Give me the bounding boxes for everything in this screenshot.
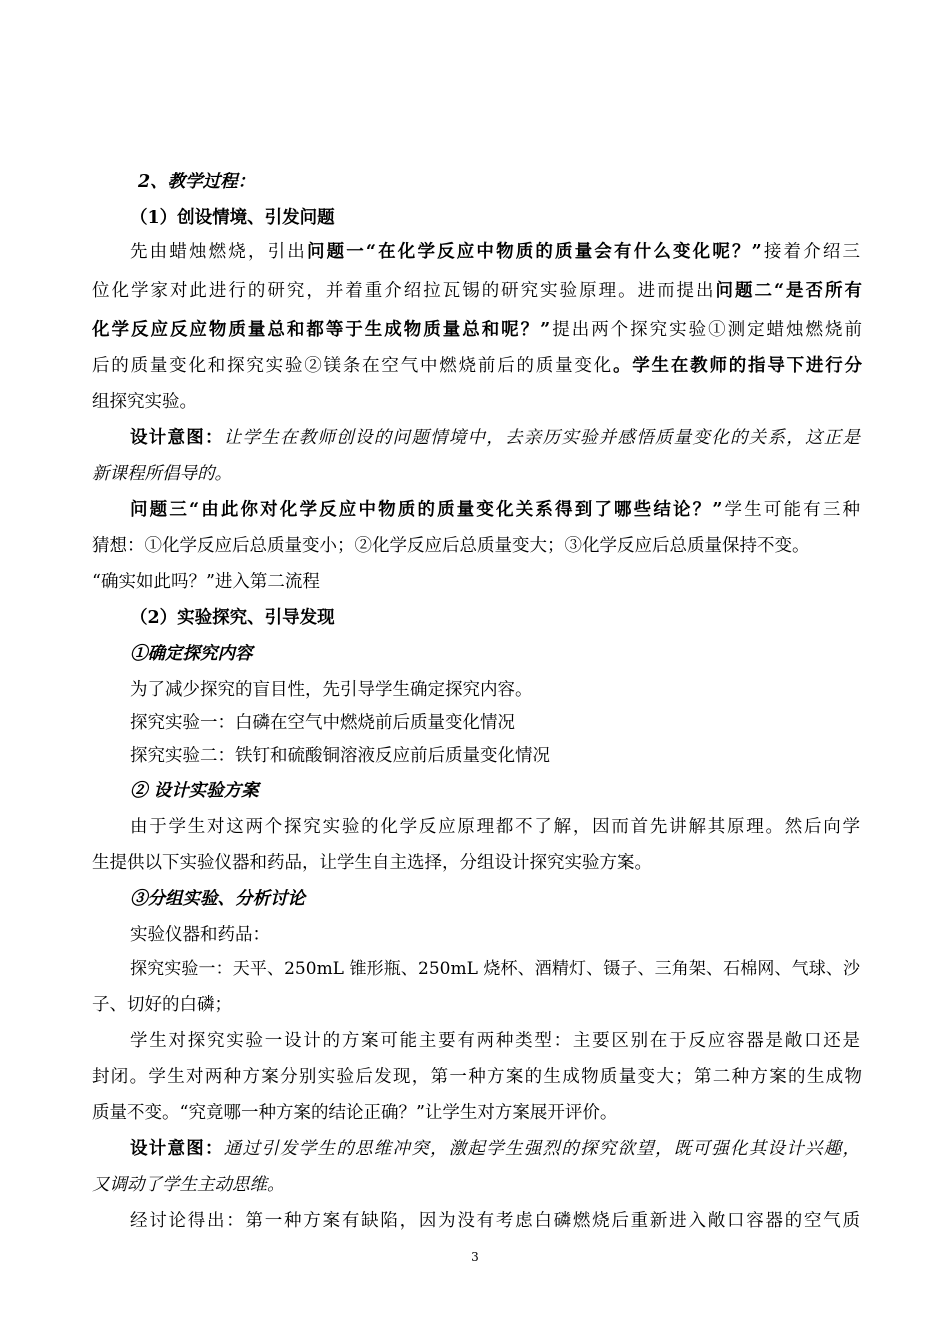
design-intent-line xyxy=(130,426,860,450)
design-intent-label: 设计意图： xyxy=(130,1139,224,1159)
text-run: 提出两个探究实验①测定蜡烛燃烧前 xyxy=(550,320,862,340)
design-intent-line: 新课程所倡导的。 xyxy=(92,464,232,484)
paragraph-line: 质量不变。“究竟哪一种方案的结论正确？”让学生对方案展开评价。 xyxy=(92,1103,618,1123)
question-text: 问题一“在化学反应中物质的质量会有什么变化呢？” xyxy=(306,242,762,262)
paragraph-line: 组探究实验。 xyxy=(92,392,197,412)
page-number: 3 xyxy=(471,1250,479,1264)
paragraph-line: 由于学生对这两个探究实验的化学反应原理都不了解，因而首先讲解其原理。然后向学 xyxy=(130,817,860,837)
paragraph-line xyxy=(92,279,862,303)
design-intent-line: 又调动了学生主动思维。 xyxy=(92,1175,285,1195)
question-text: 问题三“由此你对化学反应中物质的质量变化关系得到了哪些结论？” xyxy=(130,500,723,520)
design-intent-label: 设计意图： xyxy=(130,428,224,448)
experiment-item: 探究实验一：白磷在空气中燃烧前后质量变化情况 xyxy=(130,713,515,733)
step-heading: ③分组实验、分析讨论 xyxy=(130,889,305,909)
paragraph-line: “确实如此吗？”进入第二流程 xyxy=(92,572,320,592)
step-heading: ② 设计实验方案 xyxy=(130,781,259,801)
subsection-heading: （1）创设情境、引发问题 xyxy=(130,208,335,228)
paragraph-line: 经讨论得出：第一种方案有缺陷，因为没有考虑白磷燃烧后重新进入敞口容器的空气质 xyxy=(130,1211,860,1231)
paragraph-line: 猜想：①化学反应后总质量变小；②化学反应后总质量变大；③化学反应后总质量保持不变。 xyxy=(92,536,810,556)
section-title: 2、教学过程： xyxy=(138,172,256,192)
paragraph-line: 实验仪器和药品： xyxy=(130,925,270,945)
paragraph-line: 生提供以下实验仪器和药品，让学生自主选择，分组设计探究实验方案。 xyxy=(92,853,652,873)
design-intent-line xyxy=(130,1137,860,1161)
paragraph-line: 学生对探究实验一设计的方案可能主要有两种类型：主要区别在于反应容器是敞口还是 xyxy=(130,1031,860,1051)
paragraph-line: 封闭。学生对两种方案分别实验后发现，第一种方案的生成物质量变大；第二种方案的生成物 xyxy=(92,1067,862,1087)
paragraph-line: 子、切好的白磷； xyxy=(92,995,232,1015)
question-text: 化学反应反应物质量总和都等于生成物质量总和呢？” xyxy=(92,320,551,340)
paragraph-line xyxy=(130,498,860,522)
step-heading: ①确定探究内容 xyxy=(130,644,253,664)
experiment-item: 探究实验二：铁钉和硫酸铜溶液反应前后质量变化情况 xyxy=(130,746,550,766)
paragraph-line: 探究实验一：天平、250mL 锥形瓶、250mL 烧杯、酒精灯、镊子、三角架、石棉网、气球、沙 xyxy=(130,959,860,979)
subsection-heading: （2）实验探究、引导发现 xyxy=(130,608,335,628)
design-intent-text: 通过引发学生的思维冲突，激起学生强烈的探究欲望，既可强化其设计兴趣， xyxy=(223,1139,860,1159)
question-text: 问题二“是否所有 xyxy=(715,281,862,301)
text-run: 。学生在教师的指导下进行分 xyxy=(612,356,863,376)
paragraph-line xyxy=(130,240,860,264)
design-intent-text: 让学生在教师创设的问题情境中，去亲历实验并感悟质量变化的关系，这正是 xyxy=(223,428,860,448)
text-run: 学生可能有三种 xyxy=(722,500,860,520)
paragraph-line xyxy=(92,318,862,342)
text-run: 接着介绍三 xyxy=(761,242,861,262)
text-run: 先由蜡烛燃烧，引出 xyxy=(130,242,307,262)
paragraph-line: 为了减少探究的盲目性，先引导学生确定探究内容。 xyxy=(130,680,533,700)
text-run: 位化学家对此进行的研究，并着重介绍拉瓦锡的研究实验原理。进而提出 xyxy=(92,281,716,301)
text-run: 后的质量变化和探究实验②镁条在空气中燃烧前后的质量变化 xyxy=(92,356,613,376)
paragraph-line xyxy=(92,354,862,378)
